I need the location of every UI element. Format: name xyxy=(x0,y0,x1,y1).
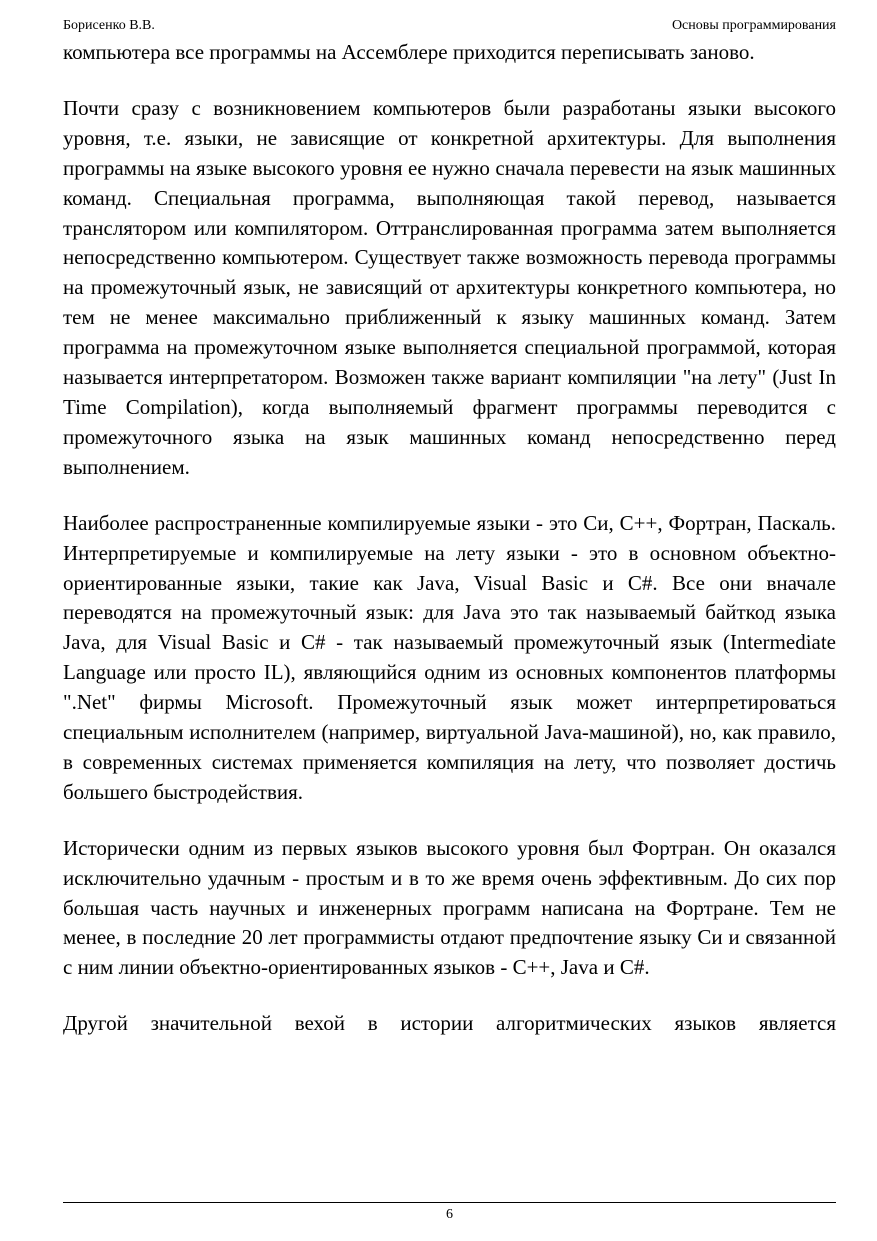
text-line: переводится с промежуточного языка на язык машинных команд xyxy=(63,394,836,449)
text-line: программ написана на Фортране. Тем не менее, в последние 20 лет xyxy=(63,895,836,950)
text-line: Другой значительной вехой в истории алгоритмических языков является xyxy=(63,1011,836,1036)
paragraph-5 xyxy=(63,1009,836,1039)
paragraph-3 xyxy=(63,509,836,808)
running-header xyxy=(63,16,836,36)
text-line: архитектуры конкретного компьютера, но тем не менее максимально xyxy=(63,275,836,330)
text-line: программисты отдают предпочтение языку Си и связанной с ним xyxy=(63,925,836,980)
text-line: лету" (Just In Time Compilation), когда выполняемый фрагмент программы xyxy=(63,365,836,419)
footer-rule xyxy=(63,1202,836,1203)
text-line: эффективным. До сих пор большая часть научных и инженерных xyxy=(63,865,836,920)
text-line: линии объектно-ориентированных языков - C++, Java и C#. xyxy=(118,955,650,980)
text-line: Фортран, Паскаль. Интерпретируемые и компилируемые на лету языки - xyxy=(63,510,836,565)
text-line: Для выполнения программы на языке высокого уровня ее нужно xyxy=(63,125,836,180)
text-line: заново. xyxy=(689,40,755,64)
text-line: непосредственно перед выполнением. xyxy=(63,424,836,479)
document-page xyxy=(63,0,836,1241)
text-line: являющийся одним из основных компонентов платформы ".Net" фирмы xyxy=(63,660,837,715)
text-line: Basic и C#. Все они вначале переводятся на промежуточный язык: для xyxy=(63,570,836,625)
header-title: Основы программирования xyxy=(671,18,836,33)
page-number: 6 xyxy=(446,1207,453,1222)
text-line: компилятором. Оттранслированная программа затем выполняется xyxy=(234,215,836,240)
header-author: Борисенко В.В. xyxy=(63,18,155,33)
paragraph-1 xyxy=(63,38,836,68)
text-line: это в основном объектно-ориентированные языки, такие как Java, Visual xyxy=(63,540,836,595)
body-text xyxy=(63,38,836,1039)
text-line: приближенный к языку машинных команд. Затем программа на xyxy=(63,305,837,360)
text-line: промежуточном языке выполняется специальной программой, которая xyxy=(194,335,837,360)
paragraph-2 xyxy=(63,94,836,483)
text-line: выполняющая такой перевод, называется транслятором или xyxy=(63,185,836,240)
text-line: лету, что позволяет достичь большего быстродействия. xyxy=(63,749,837,804)
text-line: высокого уровня, т.е. языки, не зависящие от конкретной архитектуры. xyxy=(63,95,837,150)
paragraph-4 xyxy=(63,834,836,984)
text-line: Исторически одним из первых языков высокого уровня был Фортран. xyxy=(63,835,716,860)
text-line: сначала перевести на язык машинных команд. Специальная программа, xyxy=(63,155,836,210)
text-line: непосредственно компьютером. Существует также возможность xyxy=(63,245,643,270)
text-line: Почти сразу с возникновением компьютеров были разработаны языки xyxy=(63,95,742,120)
text-line: называется интерпретатором. Возможен также вариант компиляции "на xyxy=(63,365,712,390)
text-line: Он оказался исключительно удачным - простым и в то же время очень xyxy=(63,835,836,890)
text-line: перевода программы на промежуточный язык, не зависящий от xyxy=(63,245,837,300)
text-line: Java это так называемый байткод языка Java, для Visual Basic и C# - так xyxy=(63,600,836,655)
text-line: называемый промежуточный язык (Intermediate Language или просто IL), xyxy=(63,630,837,685)
text-line: но, как правило, в современных системах применяется компиляция на xyxy=(63,720,837,774)
text-line: Наиболее распространенные компилируемые языки - это Си, C++, xyxy=(63,510,663,535)
text-line: компьютера все программы на Ассемблере приходится переписывать xyxy=(63,40,685,64)
text-line: Microsoft. Промежуточный язык может интерпретироваться xyxy=(225,690,836,715)
text-line: специальным исполнителем (например, виртуальной Java-машиной), xyxy=(63,720,685,745)
